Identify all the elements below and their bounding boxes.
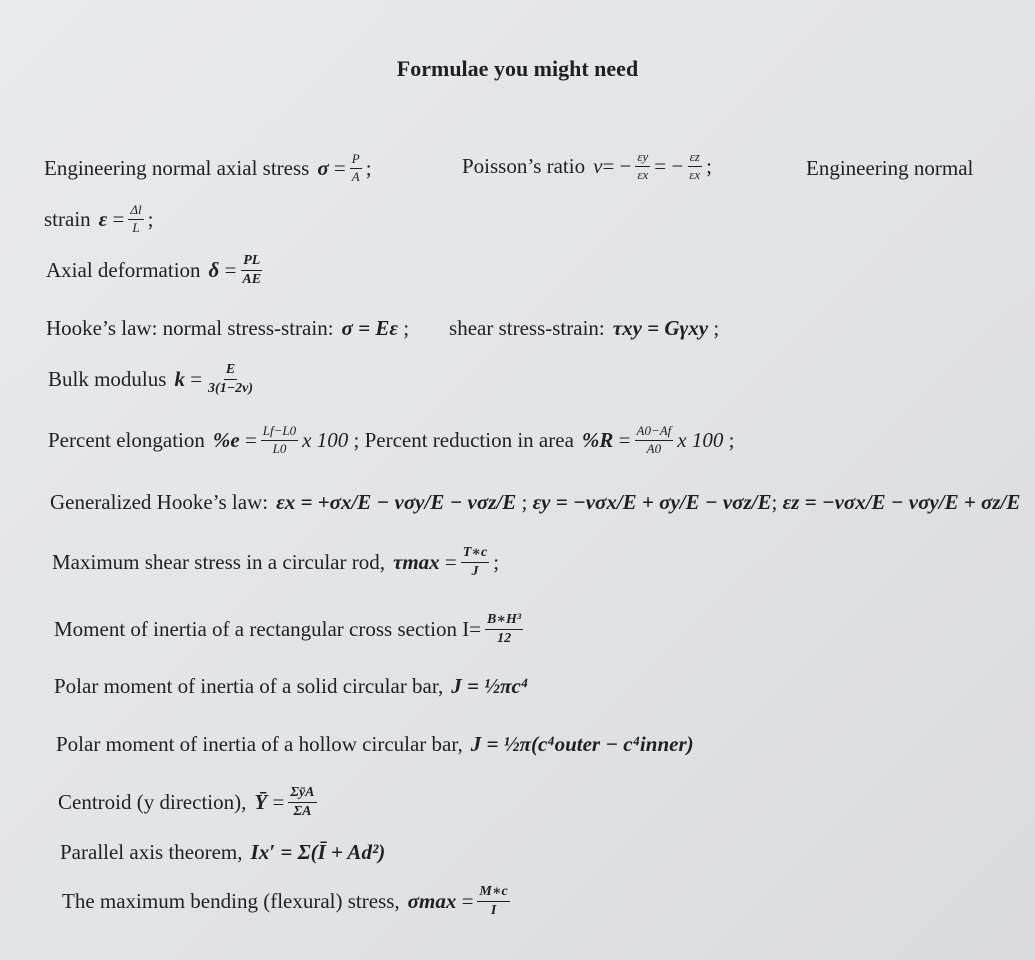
stress-label: Engineering normal axial stress	[44, 155, 310, 180]
bending-label: The maximum bending (flexural) stress,	[62, 889, 400, 914]
axial-formula: Axial deformation δ = $\frac{PL}{AE}$	[46, 253, 262, 288]
elongation-symbol: %e	[212, 427, 240, 452]
parallel-axis-formula	[60, 840, 385, 865]
strain-fraction: $\frac{\Delta l}{L}$	[130, 202, 142, 235]
reduction-fraction: $\frac{A0-Af}{A0}$	[636, 423, 672, 456]
shear-label: shear stress-strain:	[449, 316, 605, 340]
bending-fraction: $\frac{M∗c}{I}$	[479, 884, 508, 919]
inertia-fraction: $\frac{\text{B∗H³}}{12}$	[487, 612, 522, 647]
elongation-fraction: $\frac{Lf-L0}{L0}$	[262, 423, 297, 456]
stress-fraction: $\frac{P}{A}$	[351, 151, 360, 184]
axial-symbol: δ	[208, 258, 220, 283]
reduction-symbol: %R	[581, 427, 614, 452]
page-title: Formulae you might need	[396, 56, 639, 81]
polar-hollow-formula	[56, 732, 694, 757]
centroid-label: Centroid (y direction),	[58, 790, 247, 815]
bending-symbol: σmax	[407, 889, 457, 914]
hooke-expr: σ = Eε	[341, 316, 398, 340]
strain-symbol: ε	[98, 206, 108, 231]
shear-max-label: Maximum shear stress in a circular rod,	[52, 550, 385, 575]
parallel-expr: Ix′ = Σ(Ī + Ad²)	[250, 840, 386, 864]
times-100: x 100	[302, 427, 349, 452]
parallel-label: Parallel axis theorem,	[60, 840, 243, 864]
generalized-hooke-formula: Generalized Hooke’s law: εx = +σx/E − νσy/E − νσz/E ; εy = −νσx/E + σy/E − νσz/E ; εz = −νσx/E − νσy/E + σz/E	[50, 490, 1021, 514]
hooke-formula: Hooke’s law: normal stress-strain: σ = Eε ; shear stress-strain: τxy = Gγxy ;	[46, 316, 720, 340]
poisson-symbol: ν	[593, 153, 603, 178]
polar-hollow-label: Polar moment of inertia of a hollow circular bar,	[56, 732, 463, 756]
stress-formula: Engineering normal axial stress σ = $\frac{P}{A}$ ;	[44, 151, 372, 184]
poisson-fraction-2: $\frac{\varepsilon z}{\varepsilon x}$	[689, 149, 701, 182]
shear-expr: τxy = Gγxy	[612, 316, 709, 340]
axial-label: Axial deformation	[46, 258, 201, 283]
elongation-label: Percent elongation	[48, 427, 205, 452]
polar-solid-expr: J = ½πc⁴	[451, 674, 529, 698]
shear-max-formula: Maximum shear stress in a circular rod, τmax = $\frac{T∗c}{J}$ ;	[52, 545, 500, 580]
poisson-formula: Poisson’s ratio ν = − $\frac{\varepsilon y}{\varepsilon x}$ = − $\frac{\varepsilon z}{\varepsilon x}$ ;	[462, 149, 712, 182]
strain-label-end: strain	[44, 206, 91, 231]
hooke-label: Hooke’s law: normal stress-strain:	[46, 316, 334, 340]
strain-formula: strain ε = $\frac{\Delta l}{L}$ ;	[44, 202, 154, 235]
inertia-formula	[54, 612, 527, 647]
inertia-label: Moment of inertia of a rectangular cross section I=	[54, 617, 482, 642]
centroid-fraction: $\frac{\text{ΣȳA}}{\Sigma A}$	[290, 785, 315, 820]
bending-formula: The maximum bending (flexural) stress, σmax = $\frac{M∗c}{I}$	[62, 884, 508, 919]
reduction-label: Percent reduction in area	[364, 427, 574, 452]
generalized-label: Generalized Hooke’s law:	[50, 490, 269, 514]
times-100-reduction: x 100	[677, 427, 724, 452]
bulk-symbol: k	[174, 367, 185, 392]
polar-hollow-expr: J = ½π(c⁴outer − c⁴inner)	[470, 732, 694, 756]
centroid-symbol: Ȳ	[254, 790, 268, 815]
generalized-y: εy = −νσx/E + σy/E − νσz/E	[532, 490, 772, 514]
shear-max-symbol: τmax	[393, 550, 440, 575]
poisson-label: Poisson’s ratio	[462, 153, 586, 178]
stress-symbol: σ	[317, 155, 329, 180]
bulk-fraction: $\frac{E}{3(1-2\nu)}$	[208, 362, 254, 397]
generalized-x: εx = +σx/E − νσy/E − νσz/E	[276, 490, 517, 514]
polar-solid-label: Polar moment of inertia of a solid circular bar,	[54, 674, 444, 698]
centroid-formula: Centroid (y direction), Ȳ = $\frac{\text{ΣȳA}}{\Sigma A}$	[58, 785, 315, 820]
axial-fraction: $\frac{PL}{AE}$	[242, 253, 262, 288]
bulk-label: Bulk modulus	[48, 367, 167, 392]
polar-solid-formula	[54, 674, 528, 699]
strain-label-start: Engineering normal	[806, 156, 974, 180]
generalized-z: εz = −νσx/E − νσy/E + σz/E	[782, 490, 1021, 514]
shear-max-fraction: $\frac{T∗c}{J}$	[462, 545, 488, 580]
bulk-formula: Bulk modulus k = $\frac{E}{3(1-2\nu)}$	[48, 362, 254, 397]
elongation-formula: Percent elongation %e = $\frac{Lf-L0}{L0}$ x 100 ; Percent reduction in area %R = $\frac{A0-Af}{A0}$ x 100 ;	[48, 423, 735, 456]
poisson-fraction-1: $\frac{\varepsilon y}{\varepsilon x}$	[637, 149, 649, 182]
